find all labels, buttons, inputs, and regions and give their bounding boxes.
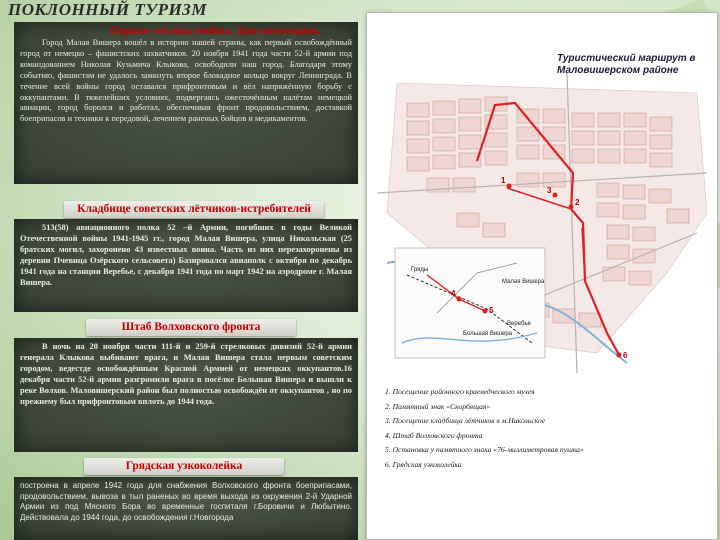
map-legend [385,385,705,472]
legend-item: 5. Остановка у памятного знака «76-миллиметровая пушка» [385,445,584,454]
map-marker-dot [553,193,558,198]
section-panel-occupation [14,22,358,184]
map-marker-dot [507,184,512,189]
page-title: ПОКЛОННЫЙ ТУРИЗМ [8,0,207,19]
legend-item: 1. Посещение районного краеведческого музея [385,387,535,396]
section-text: В ночь на 20 ноября части 111-й и 259-й стрелковых дивизий 52-й армии генерала Клыкова выбивают врага, и Малая Вишера стала первым советским городом, ведестде освобождённым Красной Армией от немецких оккупантов.16 декабря части 52-й армии разгромили врага в посёлке Большая Вишера и вышли к реке Волхов. Маловишерский район был полностью освобождён от оккупантов , но по прежнему был прифронтовым вплоть до 1944 года. [20,342,352,406]
section-text: 513(58) авиационного полка 52 –й Армии, погибших в годы Великой Отечественной войны 1941-1945 гг., город Малая Вишера, улица Никольская (25 братских могил, захоронено 43 известных воина. Часть из них перезахоронены из деревни Пчевица Озёрского сельсовета) Базировался авиаполк с октября по декабрь 1941 года на станции Веребье, с декабря 1941 года по март 1942 на аэродроме г. Малая Вишера. [20,223,352,287]
route-map-card [366,12,718,540]
section-title-occupation: Первые месяцы войны. Дни оккупации. [109,25,321,37]
section-panel-cemetery [14,219,358,312]
map-marker-5: 5 [489,306,494,315]
map-marker-dot [457,297,462,302]
map-marker-dot [569,205,574,210]
map-marker-dot [617,353,622,358]
section-title-cemetery: Кладбище советских лётчиков-истребителей [64,201,324,218]
place-label-malaya-vishera: Малая Вишера [502,279,545,285]
map-marker-6: 6 [623,351,628,360]
place-label-gryady: Гряды [411,267,429,273]
map-marker-2: 2 [575,198,580,207]
legend-item: 6. Грядская узкоколейка [385,459,462,469]
section-panel-railway [14,477,358,540]
text-column [14,22,358,540]
map-marker-dot [483,309,488,314]
legend-item: 3. Посещение кладбища лётчиков в м.Никольское [385,416,546,425]
map-marker-4: 4 [451,289,456,298]
legend-item: 4. Штаб Волховского фронта [385,430,483,440]
section-title-headquarters: Штаб Волховского фронта [86,319,296,336]
map-marker-3: 3 [547,186,552,195]
section-text: построена в апреле 1942 года для снабжения Волховского фронта боеприпасами, продовольствием, вывоза в тыл раненых во время выхода из окружения 2-й Ударной Армии из под Мясного Бора во временные госпиталя г.Боровичи и Любытино. Действовала до 1944 года, до освобождения г.Новгорода [20,481,352,522]
legend-item: 2. Памятный знак «Скорбящая» [385,401,491,411]
section-text: Город Малая Вишера вошёл в историю нашей страны, как первый освобождённый город от немецко – фашистских захватчиков. 20 ноября 1941 года части 52-й армии под командованием Николая Кузьмича Клыкова, освободили наш город. Благодаря этому событию, фашистам не удалось замкнуть второе блокадное кольцо вокруг Ленинграда. В течение всей войны город оставался прифронтовым и вёл напряжённую борьбу с оккупантами. В тяжелейших условиях, подвергаясь ожесточённым налётам немецкой авиации, город боролся и работал, обеспечивая фронт продовольствием, доставкой боеприпасов и техники к передовой, лечением раненых бойцов и медикаментов. [20,38,352,124]
map-title: Туристический маршрут в Маловишерском районе [557,53,696,76]
place-label-verebye: Веребье [507,321,531,327]
map-marker-1: 1 [501,176,506,185]
place-label-bolshaya-vishera: Большая Вишера [463,331,513,337]
section-title-railway: Грядская узкоколейка [84,458,284,475]
section-panel-headquarters [14,338,358,452]
